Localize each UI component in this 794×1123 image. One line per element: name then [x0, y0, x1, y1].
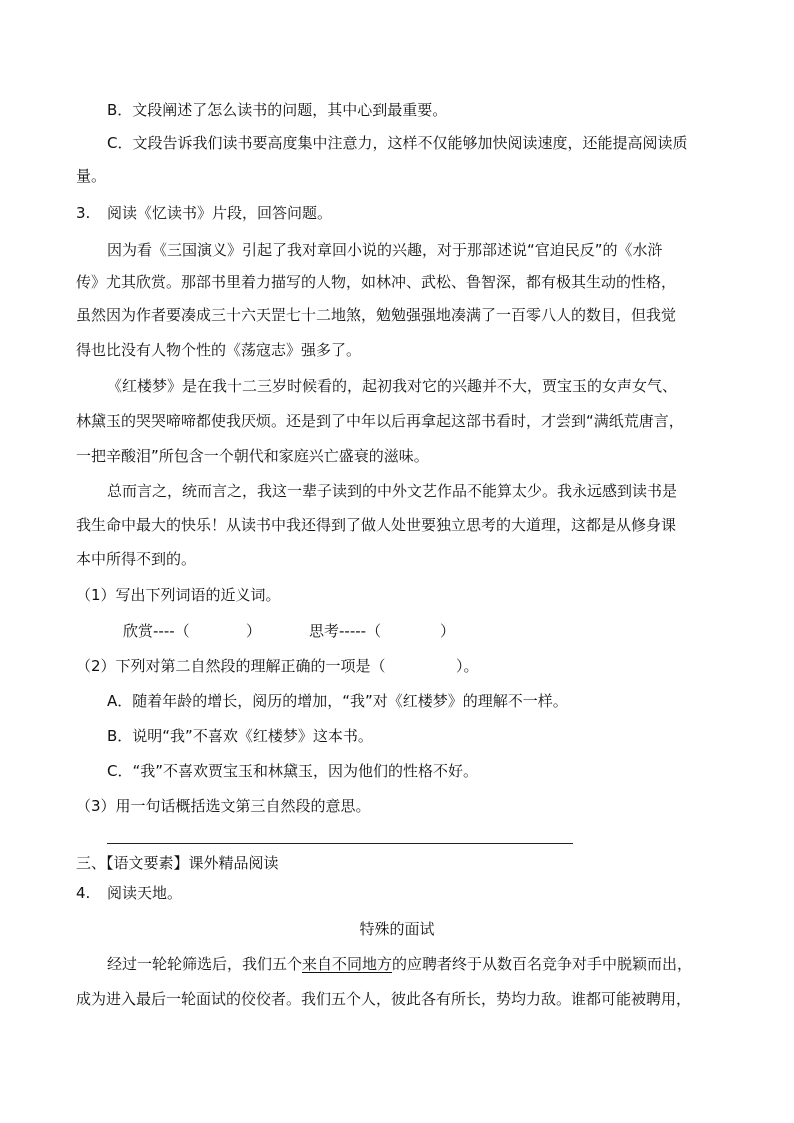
q4-p1-line2: 成为进入最后一轮面试的佼佼者。我们五个人，彼此各有所长，势均力敌。谁都可能被聘用，	[76, 990, 692, 1008]
q2-option-c-line1: C．文段告诉我们读书要高度集中注意力，这样不仅能够加快阅读速度，还能提高阅读质	[107, 134, 688, 152]
q3-sub3-label: （3）用一句话概括选文第三自然段的意思。	[76, 797, 371, 815]
q3-p1-line3: 虽然因为作者要凑成三十六天罡七十二地煞，勉勉强强地凑满了一百零八人的数目，但我觉	[76, 306, 677, 324]
q3-p2-line3: 一把辛酸泪”所包含一个朝代和家庭兴亡盛衰的滋味。	[76, 447, 429, 465]
underlined-phrase: 来自不同地方	[302, 955, 393, 973]
q3-sub1-word2-close: ）	[440, 622, 456, 640]
q3-sub1-label: （1）写出下列词语的近义词。	[76, 586, 281, 604]
section-heading: 三、【语文要素】课外精品阅读	[76, 854, 279, 872]
answer-line[interactable]	[107, 843, 573, 844]
q4-p1-line1-start: 经过一轮轮筛选后，我们五个	[107, 955, 303, 973]
q3-sub2-label: （2）下列对第二自然段的理解正确的一项是（	[76, 657, 386, 675]
q3-sub1-word2: 思考-----（	[309, 622, 382, 640]
q3-p1-line2: 传》尤其欣赏。那部书里着力描写的人物，如林冲、武松、鲁智深，都有极其生动的性格，	[76, 273, 677, 291]
q4-prompt: 阅读天地。	[107, 884, 183, 902]
q3-prompt: 阅读《忆读书》片段，回答问题。	[107, 204, 333, 222]
q3-p2-line1: 《红楼梦》是在我十二三岁时候看的，起初我对它的兴趣并不大，贾宝玉的女声女气、	[107, 377, 678, 395]
q3-p3-line2: 我生命中最大的快乐！从读书中我还得到了做人处世要独立思考的大道理，这都是从修身课	[76, 516, 677, 534]
q3-p1-line1: 因为看《三国演义》引起了我对章回小说的兴趣，对于那部述说“官迫民反”的《水浒	[107, 241, 663, 259]
q3-sub1-word1-close: ）	[246, 622, 262, 640]
q3-sub2-option-c: C．“我”不喜欢贾宝玉和林黛玉，因为他们的性格不好。	[107, 762, 479, 780]
q3-p3-line3: 本中所得不到的。	[76, 550, 197, 568]
q4-p1-line1-end: 的应聘者终于从数百名竞争对手中脱颖而出，	[392, 955, 693, 973]
q4-p1-line1	[107, 954, 692, 974]
q3-sub2-option-a: A．随着年龄的增长，阅历的增加，“我”对《红楼梦》的理解不一样。	[107, 692, 568, 710]
q3-p3-line1: 总而言之，统而言之，我这一辈子读到的中外文艺作品不能算太少。我永远感到读书是	[107, 482, 678, 500]
q3-sub1-word1: 欣赏----（	[123, 622, 190, 640]
q2-option-c-line2: 量。	[76, 167, 107, 185]
q3-sub2-label-close: ）。	[456, 657, 479, 675]
q2-option-b: B．文段阐述了怎么读书的问题，其中心到最重要。	[107, 101, 448, 119]
passage-title: 特殊的面试	[359, 920, 435, 938]
q4-number: 4.	[76, 884, 91, 902]
q3-sub2-option-b: B．说明“我”不喜欢《红楼梦》这本书。	[107, 727, 373, 745]
q3-p1-line4: 得也比没有人物个性的《荡寇志》强多了。	[76, 341, 362, 359]
q3-number: 3.	[76, 204, 91, 222]
q3-p2-line2: 林黛玉的哭哭啼啼都使我厌烦。还是到了中年以后再拿起这部书看时，才尝到“满纸荒唐言，	[76, 412, 684, 430]
